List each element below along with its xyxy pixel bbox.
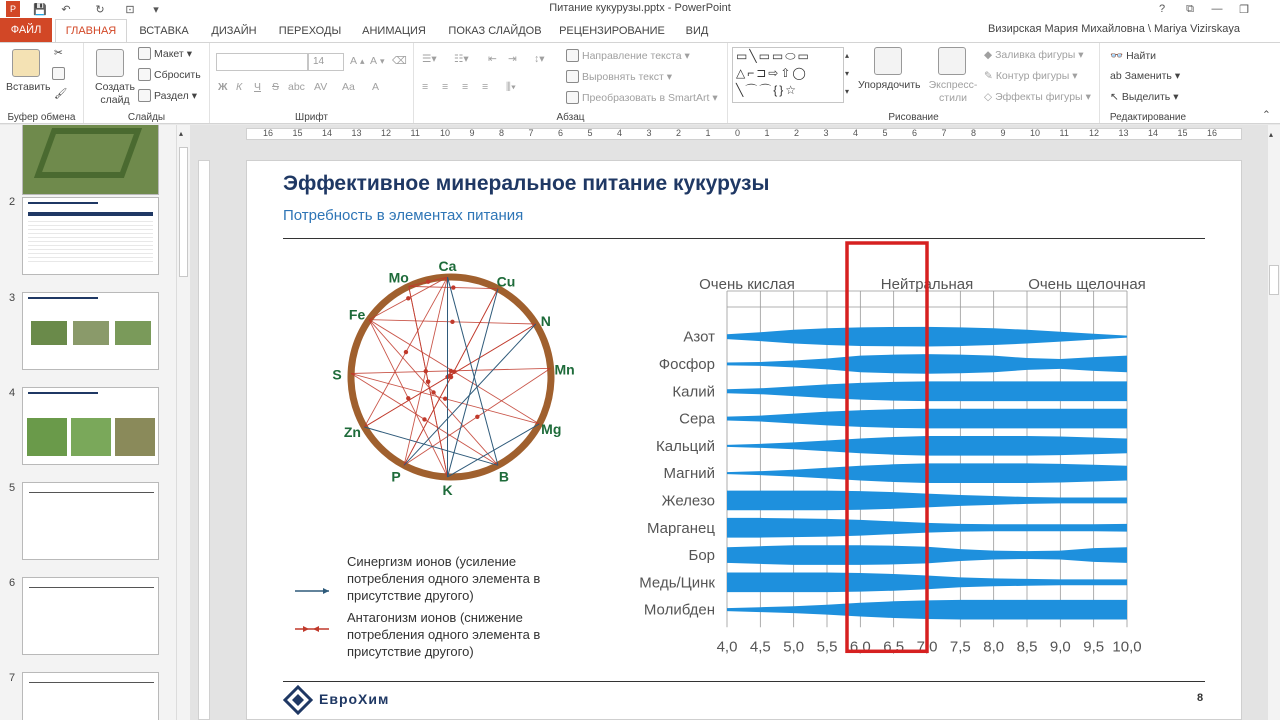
ruler-number: 15 — [292, 128, 303, 138]
ruler-number: 13 — [351, 128, 362, 138]
legend-arrows — [291, 577, 335, 657]
ph-tick-label: 6,5 — [883, 638, 905, 656]
legend-antagonism: Антагонизм ионов (снижение потребления одного элемента в присутствие другого) — [347, 610, 541, 659]
clipboard-group — [0, 43, 84, 123]
paste-icon[interactable] — [12, 49, 40, 77]
ruler-number: 3 — [646, 128, 652, 138]
copy-icon[interactable] — [52, 67, 65, 80]
ruler-number: 11 — [1059, 128, 1069, 138]
format-painter-icon[interactable]: 🖌 — [54, 88, 68, 100]
ruler-number: 4 — [617, 128, 623, 138]
element-label-ca: Ca — [438, 258, 457, 275]
binoculars-icon: 👓 — [1110, 50, 1124, 62]
tab-design[interactable]: ДИЗАЙН — [211, 25, 257, 37]
ruler-number: 8 — [971, 128, 977, 138]
scroll-up-icon[interactable]: ▴ — [1269, 130, 1274, 139]
ion-interaction-diagram[interactable] — [311, 257, 591, 517]
slide-title[interactable]: Эффективное минеральное питание кукурузы — [283, 172, 770, 195]
ribbon-tabs — [0, 18, 1280, 42]
slide-thumbnail-3[interactable] — [22, 292, 159, 370]
nutrient-label: Железо — [661, 492, 715, 510]
italic-button[interactable]: К — [236, 81, 243, 93]
pencil-icon: ✎ — [984, 70, 993, 82]
nutrient-label: Бор — [688, 547, 715, 565]
powerpoint-logo-icon: P — [6, 1, 20, 17]
ribbon — [0, 42, 1280, 124]
customize-qat-icon[interactable]: ▾ — [153, 3, 159, 16]
ruler-number: 5 — [882, 128, 888, 138]
shape-outline-button[interactable]: ✎ Контур фигуры ▾ — [984, 70, 1078, 82]
ruler-number: 14 — [322, 128, 333, 138]
justify-icon[interactable]: ≡ — [482, 81, 489, 93]
effects-icon: ◇ — [984, 91, 993, 103]
ruler-number: 9 — [469, 128, 475, 138]
slide-thumbnail-6[interactable] — [22, 577, 159, 655]
ruler-number: 8 — [499, 128, 505, 138]
replace-icon: ab — [1110, 70, 1122, 82]
user-name[interactable]: Визирская Мария Михайловна \ Mariya Vizirskaya — [988, 23, 1240, 35]
select-button[interactable]: ↖ Выделить ▾ — [1110, 91, 1179, 103]
collapse-ribbon-icon[interactable]: ⌃ — [1262, 109, 1271, 121]
legend-synergy: Синергизм ионов (усиление потребления одного элемента в присутствие другого) — [347, 554, 541, 603]
ruler-number: 12 — [1089, 128, 1100, 138]
numbering-icon[interactable]: ☷▾ — [454, 53, 469, 65]
char-spacing-button[interactable]: AV — [314, 81, 328, 93]
element-label-mg: Mg — [541, 420, 562, 437]
grow-font-icon[interactable]: A ▴ — [350, 55, 365, 67]
find-button[interactable]: 👓 Найти — [1110, 49, 1157, 62]
smartart-icon — [566, 91, 579, 104]
scrollbar-thumb[interactable] — [1269, 265, 1279, 295]
align-right-icon[interactable]: ≡ — [462, 81, 469, 93]
antagonism-marker — [406, 296, 410, 300]
ruler-number: 7 — [528, 128, 534, 138]
element-label-fe: Fe — [348, 306, 366, 323]
element-label-s: S — [332, 366, 342, 383]
slide-thumbnail-5[interactable] — [22, 482, 159, 560]
ph-zone-label: Нейтральная — [880, 276, 974, 293]
editor-scrollbar[interactable] — [1268, 125, 1280, 720]
ruler-number: 4 — [853, 128, 859, 138]
eurochem-logo-icon — [283, 685, 313, 715]
thumbnails-scrollbar[interactable] — [176, 125, 190, 720]
antagonism-marker — [451, 285, 455, 289]
element-label-cu: Cu — [496, 273, 516, 290]
ph-tick-label: 4,5 — [749, 638, 771, 656]
ph-tick-label: 10,0 — [1112, 638, 1142, 656]
slide-thumbnails-pane — [0, 125, 176, 720]
ph-tick-label: 5,5 — [816, 638, 838, 656]
antagonism-arrowhead-left — [313, 626, 319, 632]
clear-formatting-icon[interactable]: ⌫ — [392, 55, 407, 67]
align-text-button[interactable]: Выровнять текст ▾ — [566, 70, 672, 83]
bullets-icon[interactable]: ☰▾ — [422, 53, 437, 65]
editing-group — [1100, 43, 1196, 123]
synergy-line — [364, 427, 498, 465]
slide-thumbnail-2[interactable] — [22, 197, 159, 275]
antagonism-marker — [443, 397, 447, 401]
nutrient-label: Фосфор — [658, 355, 715, 373]
shape-effects-button[interactable]: ◇ Эффекты фигуры ▾ — [984, 91, 1091, 103]
element-label-mn: Mn — [554, 361, 575, 378]
replace-button[interactable]: ab Заменить ▾ — [1110, 70, 1181, 82]
slide-number: 3 — [9, 292, 16, 304]
ruler-number: 6 — [912, 128, 918, 138]
reset-button[interactable]: Сбросить — [138, 68, 201, 81]
ph-tick-label: 8,5 — [1016, 638, 1038, 656]
layout-icon — [138, 47, 151, 60]
tab-slideshow[interactable]: ПОКАЗ СЛАЙДОВ — [448, 25, 542, 37]
font-label: Шрифт — [295, 112, 328, 123]
increase-indent-icon[interactable]: ⇥ — [508, 53, 517, 65]
font-name-input[interactable] — [216, 53, 308, 71]
ruler-number: 16 — [263, 128, 274, 138]
title-divider — [283, 238, 1205, 239]
antagonism-marker — [475, 415, 479, 419]
tab-insert[interactable]: ВСТАВКА — [139, 25, 189, 37]
smartart-button[interactable]: Преобразовать в SmartArt ▾ — [566, 91, 718, 104]
font-group — [210, 43, 414, 123]
nutrient-label: Марганец — [646, 519, 715, 537]
maximize-button[interactable]: ❐ — [1239, 3, 1249, 16]
slide-number: 7 — [9, 672, 16, 684]
new-slide-button[interactable]: Создать слайд — [95, 81, 135, 106]
start-slideshow-icon[interactable]: ⊡ — [125, 3, 135, 16]
strikethrough-button[interactable]: S — [272, 81, 280, 93]
slides-group — [84, 43, 210, 123]
horizontal-ruler — [246, 128, 1242, 140]
ruler-number: 3 — [823, 128, 829, 138]
tab-transitions[interactable]: ПЕРЕХОДЫ — [278, 25, 342, 37]
antagonism-marker — [450, 320, 454, 324]
antagonism-marker — [426, 280, 430, 284]
reset-icon — [138, 68, 151, 81]
antagonism-arrowhead-right — [303, 626, 309, 632]
antagonism-marker — [431, 390, 435, 394]
ph-tick-label: 5,0 — [783, 638, 805, 656]
align-center-icon[interactable]: ≡ — [442, 81, 449, 93]
slide-subtitle[interactable]: Потребность в элементах питания — [283, 207, 524, 224]
drawing-group — [728, 43, 1100, 123]
ruler-number: 10 — [1030, 128, 1041, 138]
ruler-number: 5 — [587, 128, 593, 138]
underline-button[interactable]: Ч — [254, 81, 261, 93]
tab-review[interactable]: РЕЦЕНЗИРОВАНИЕ — [559, 25, 665, 37]
title-bar — [0, 0, 1280, 18]
drawing-label: Рисование — [888, 112, 939, 123]
clipboard-label: Буфер обмена — [7, 112, 76, 123]
ruler-number: 16 — [1207, 128, 1218, 138]
save-icon[interactable]: 💾 — [33, 3, 47, 16]
ruler-number: 7 — [941, 128, 947, 138]
change-case-button[interactable]: Aa — [342, 81, 355, 93]
ph-availability-chart[interactable] — [627, 241, 1187, 661]
ruler-number: 2 — [794, 128, 800, 138]
shape-fill-button[interactable]: ◆ Заливка фигуры ▾ — [984, 49, 1084, 61]
slide-number: 4 — [9, 387, 16, 399]
cut-icon[interactable]: ✂ — [54, 47, 63, 59]
decrease-indent-icon[interactable]: ⇤ — [488, 53, 497, 65]
slide-number: 5 — [9, 482, 16, 494]
undo-icon[interactable]: ↶ — [61, 3, 71, 16]
tab-file[interactable]: ФАЙЛ — [0, 18, 52, 42]
section-button[interactable]: Раздел ▾ — [138, 89, 197, 102]
text-direction-icon — [566, 49, 579, 62]
cursor-icon: ↖ — [1110, 91, 1119, 103]
ruler-number: 6 — [558, 128, 564, 138]
antagonism-marker — [422, 417, 426, 421]
element-label-mo: Mo — [388, 269, 409, 286]
font-color-button[interactable]: A — [372, 81, 380, 93]
scrollbar-thumb[interactable] — [179, 147, 188, 277]
slides-label: Слайды — [127, 112, 166, 123]
scroll-up-icon[interactable]: ▴ — [179, 129, 184, 138]
nutrient-label: Молибден — [643, 601, 715, 619]
align-text-icon — [566, 70, 579, 83]
quick-styles-button[interactable]: Экспресс-стили — [928, 79, 978, 104]
ph-tick-label: 8,0 — [983, 638, 1005, 656]
help-button[interactable]: ? — [1158, 3, 1166, 15]
nutrient-label: Сера — [679, 410, 715, 428]
minimize-button[interactable]: — — [1211, 3, 1223, 15]
align-left-icon[interactable]: ≡ — [422, 81, 429, 93]
ruler-number: 9 — [1000, 128, 1006, 138]
paragraph-label: Абзац — [556, 112, 585, 123]
ph-tick-label: 4,0 — [716, 638, 738, 656]
paragraph-group — [414, 43, 728, 123]
slide-thumbnail-1[interactable] — [22, 125, 159, 195]
element-label-n: N — [540, 313, 551, 330]
layout-button[interactable]: Макет ▾ — [138, 47, 192, 60]
vertical-ruler — [198, 160, 210, 720]
thumbnail-image — [34, 128, 142, 178]
ph-tick-label: 7,0 — [916, 638, 938, 656]
slide-number: 6 — [9, 577, 16, 589]
ruler-number: 13 — [1118, 128, 1129, 138]
eurochem-logo-text: ЕвроХим — [319, 691, 390, 707]
element-label-p: P — [391, 468, 401, 485]
nutrient-label: Медь/Цинк — [639, 574, 715, 592]
tab-view[interactable]: ВИД — [685, 25, 709, 37]
editing-label: Редактирование — [1109, 112, 1187, 123]
ph-zone-label: Очень щелочная — [1028, 276, 1146, 293]
arrange-button[interactable]: Упорядочить — [858, 79, 921, 91]
synergy-line — [448, 289, 498, 477]
shrink-font-icon[interactable]: A ▾ — [370, 55, 385, 67]
nutrient-label: Азот — [683, 328, 715, 346]
paste-button[interactable]: Вставить — [6, 81, 51, 93]
tab-animation[interactable]: АНИМАЦИЯ — [362, 25, 426, 37]
ph-zone-label: Очень кислая — [699, 276, 795, 293]
ruler-number: 1 — [705, 128, 711, 138]
ph-tick-label: 9,5 — [1083, 638, 1105, 656]
synergy-arrowhead — [323, 588, 329, 594]
antagonism-marker — [404, 350, 408, 354]
redo-icon[interactable]: ↻ — [95, 3, 105, 16]
ph-tick-label: 7,5 — [949, 638, 971, 656]
nutrient-label: Калий — [672, 383, 715, 401]
antagonism-marker — [449, 375, 453, 379]
element-label-b: B — [498, 468, 510, 485]
paint-bucket-icon: ◆ — [984, 49, 993, 61]
element-label-k: K — [442, 481, 453, 498]
footer-divider — [283, 681, 1205, 682]
slide-page-number: 8 — [1197, 692, 1204, 704]
nutrient-label: Магний — [663, 465, 715, 483]
line-spacing-icon[interactable]: ↕▾ — [534, 53, 545, 65]
section-icon — [138, 89, 151, 102]
arrange-icon[interactable] — [874, 47, 902, 75]
shapes-gallery[interactable]: ▭╲▭▭⬭▭ △⌐⊐⇨⇧◯ ╲⌒⌒{}☆ — [732, 47, 844, 103]
slide-thumbnail-4[interactable] — [22, 387, 159, 465]
tab-home[interactable]: ГЛАВНАЯ — [55, 19, 127, 42]
ruler-number: 14 — [1148, 128, 1159, 138]
shapes-gallery-scroll[interactable]: ▴ ▾ ▾ — [845, 51, 850, 96]
shadow-button[interactable]: abc — [288, 81, 305, 93]
slide-number: 2 — [9, 196, 16, 208]
ruler-number: 12 — [381, 128, 392, 138]
antagonism-marker — [426, 379, 430, 383]
ruler-number: 1 — [764, 128, 770, 138]
ruler-number: 0 — [735, 128, 741, 138]
columns-icon[interactable]: ⫼▾ — [506, 81, 516, 93]
text-direction-button[interactable]: Направление текста ▾ — [566, 49, 690, 62]
quick-styles-icon[interactable] — [938, 47, 966, 75]
ph-tick-label: 6,0 — [849, 638, 871, 656]
nutrient-label: Кальций — [656, 437, 715, 455]
ruler-number: 15 — [1177, 128, 1188, 138]
new-slide-icon[interactable] — [96, 49, 124, 77]
ph-tick-label: 9,0 — [1049, 638, 1071, 656]
slide-thumbnail-7[interactable] — [22, 672, 159, 720]
ruler-number: 11 — [410, 128, 420, 138]
ruler-number: 2 — [676, 128, 682, 138]
window-title: Питание кукурузы.pptx - PowerPoint — [549, 2, 731, 14]
bold-button[interactable]: Ж — [218, 81, 228, 93]
element-label-zn: Zn — [343, 424, 361, 440]
ruler-number: 10 — [440, 128, 451, 138]
font-size-input[interactable]: 14 — [308, 53, 344, 71]
slide[interactable] — [246, 160, 1242, 720]
ribbon-display-button[interactable]: ⧉ — [1186, 2, 1194, 15]
